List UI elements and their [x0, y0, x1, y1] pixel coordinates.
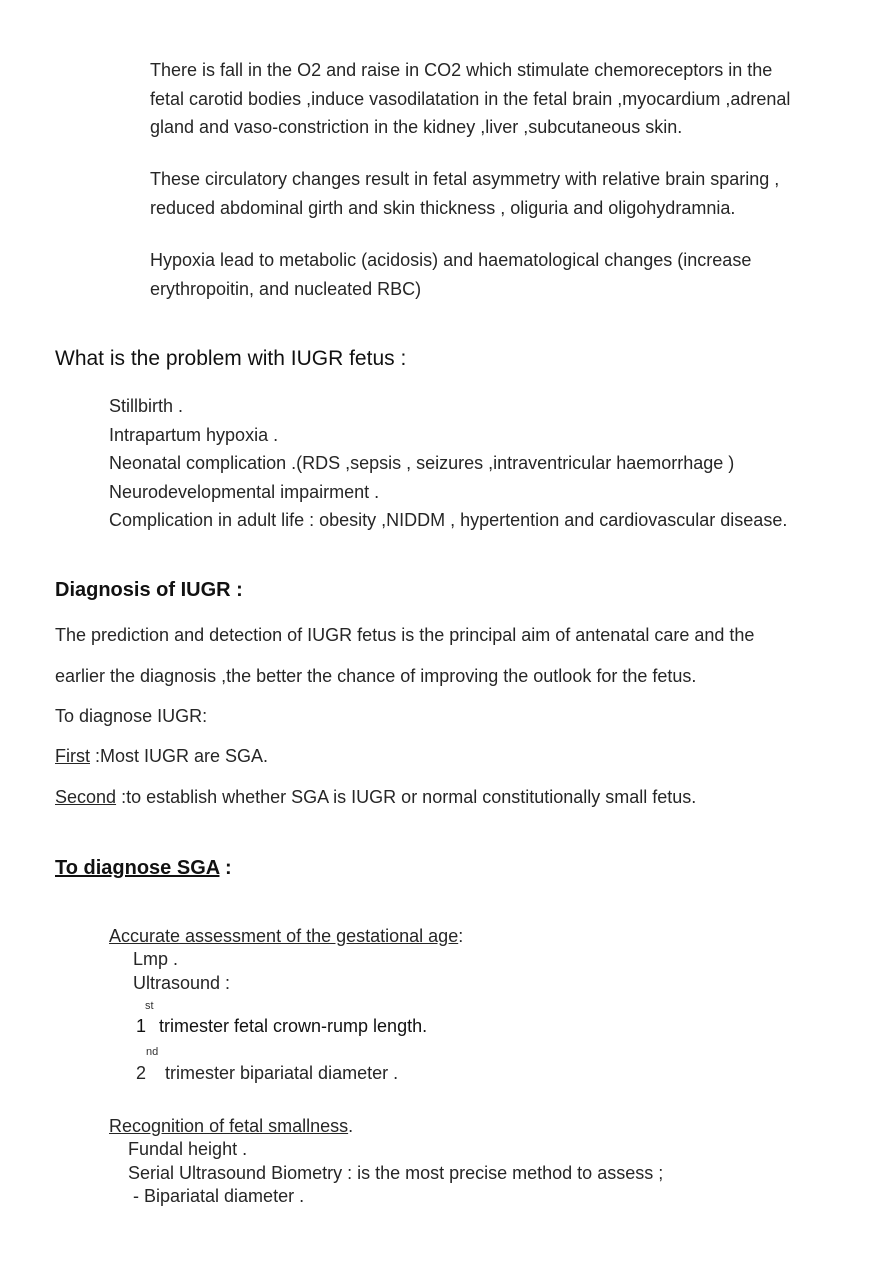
text-line: These circulatory changes result in fetal asymmetry with relative brain sparing , — [150, 169, 780, 189]
second-text: :to establish whether SGA is IUGR or normal constitutionally small fetus. — [116, 787, 697, 807]
diagnosis-second — [55, 787, 696, 808]
ga-heading-suffix: : — [458, 926, 464, 946]
list-item: Neonatal complication .(RDS ,sepsis , seizures ,intraventricular haemorrhage ) — [109, 453, 735, 473]
recog-heading-suffix: . — [348, 1116, 354, 1136]
text-line: reduced abdominal girth and skin thickness , oliguria and oligohydramnia. — [150, 197, 736, 218]
intro-para-3 — [150, 246, 751, 303]
diagnosis-line-3: To diagnose IUGR: — [55, 706, 208, 726]
text-line: erythropoitin, and nucleated RBC) — [150, 278, 422, 299]
intro-para-1 — [150, 56, 790, 142]
serial-item: Serial Ultrasound Biometry : is the most precise method to assess ; — [128, 1163, 664, 1183]
recog-heading-text: Recognition of fetal smallness — [109, 1116, 349, 1136]
second-label: Second — [55, 787, 117, 807]
list-item: Stillbirth . — [109, 396, 184, 416]
diagnosis-line-1: The prediction and detection of IUGR fetus is the principal aim of antenatal care and the — [55, 625, 755, 645]
problems-heading: What is the problem with IUGR fetus : — [55, 347, 407, 370]
t2-text: trimester bipariatal diameter . — [165, 1063, 399, 1083]
list-item: Intrapartum hypoxia . — [109, 424, 279, 445]
text-line: gland and vaso-constriction in the kidney ,liver ,subcutaneous skin. — [150, 117, 683, 137]
text-line: Hypoxia lead to metabolic (acidosis) and haematological changes (increase — [150, 250, 752, 270]
sga-heading-text: To diagnose SGA — [55, 857, 220, 879]
problems-list — [109, 392, 787, 535]
bpd-item: - Bipariatal diameter . — [128, 1186, 305, 1206]
t1-text: trimester fetal crown-rump length. — [159, 1016, 428, 1036]
ga-heading-text: Accurate assessment of the gestational age — [109, 926, 459, 946]
recog-heading — [109, 1114, 353, 1138]
list-item: Complication in adult life : obesity ,NIDDM , hypertention and cardiovascular disease. — [109, 510, 788, 530]
diagnosis-line-2: earlier the diagnosis ,the better the chance of improving the outlook for the fetus. — [55, 666, 697, 686]
fundal-item: Fundal height . — [128, 1139, 248, 1159]
t2-number: 2 — [136, 1063, 147, 1083]
sga-heading — [55, 857, 232, 880]
ultrasound-item: Ultrasound : — [133, 973, 231, 993]
first-label: First — [55, 746, 90, 766]
sga-heading-suffix: : — [219, 857, 232, 879]
diagnosis-heading: Diagnosis of IUGR : — [55, 579, 243, 601]
text-line: There is fall in the O2 and raise in CO2 which stimulate chemoreceptors in the — [150, 60, 773, 80]
list-item: Neurodevelopmental impairment . — [109, 481, 380, 502]
t2-superscript: nd — [146, 1046, 159, 1058]
text-line: fetal carotid bodies ,induce vasodilatation in the fetal brain ,myocardium ,adrenal — [150, 88, 791, 109]
intro-para-2 — [150, 165, 779, 222]
t1-superscript: st — [145, 1000, 154, 1012]
lmp-item: Lmp . — [133, 949, 179, 969]
ga-heading — [109, 924, 463, 948]
diagnosis-first — [55, 746, 268, 767]
first-text: :Most IUGR are SGA. — [90, 746, 269, 766]
t1-number: 1 — [136, 1016, 147, 1036]
